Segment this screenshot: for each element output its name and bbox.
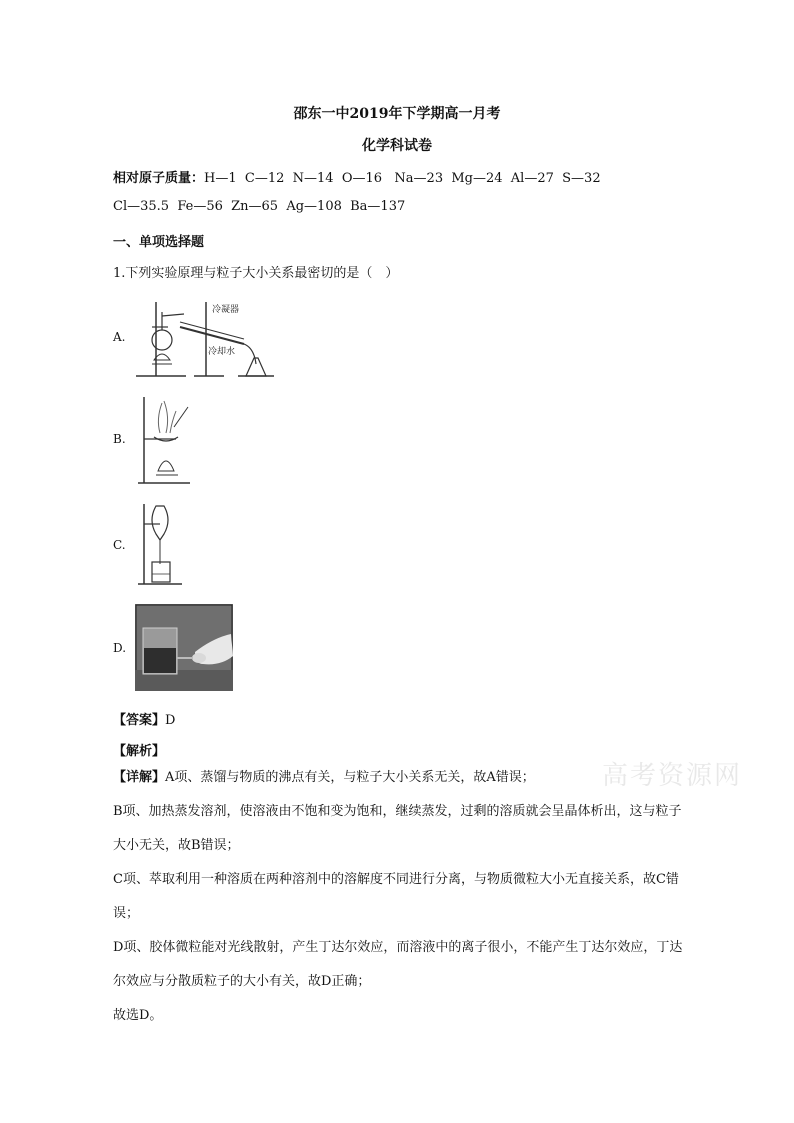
page-subtitle: 化学科试卷 [362,138,432,154]
atomic-masses-line-1 [113,167,601,186]
analysis-body [113,761,693,1033]
atomic-masses-label: 相对原子质量： [113,171,205,186]
tyndall-effect-photo [135,604,233,691]
evaporation-apparatus-figure [136,393,194,488]
analysis-paragraph-c: C项、萃取利用一种溶质在两种溶剂中的溶解度不同进行分离，与物质微粒大小无直接关系，故C错误； [113,872,679,921]
atomic-masses-line-2: Cl—35.5 Fe—56 Zn—65 Ag—108 Ba—137 [113,199,406,214]
cooling-water-label: 冷却水 [208,347,236,357]
watermark: 高考资源网 [602,761,743,791]
analysis-conclusion: 故选D。 [113,1008,163,1023]
page-title: 邵东一中2019年下学期高一月考 [293,106,501,122]
section-heading: 一、单项选择题 [113,235,205,250]
answer-line [113,709,175,728]
distillation-apparatus-figure [134,292,279,380]
option-c-label: C. [113,538,126,552]
option-d-label: D. [113,641,127,655]
analysis-paragraph-d: D项、胶体微粒能对光线散射，产生丁达尔效应，而溶液中的离子很小，不能产生丁达尔效应，丁达尔效应与分散质粒子的大小有关，故D正确； [113,940,683,989]
atomic-masses-values-1: H—1 C—12 N—14 O—16 Na—23 Mg—24 Al—27 S—32 [204,171,601,186]
condenser-label: 冷凝器 [212,305,240,315]
separatory-funnel-figure [136,500,184,588]
analysis-label: 【解析】 [113,744,166,759]
option-a-label: A. [113,330,126,344]
answer-label: 【答案】 [113,713,166,728]
question-stem: 1.下列实验原理与粒子大小关系最密切的是（ ） [113,266,399,281]
detail-label: 【详解】 [113,770,166,785]
option-b-label: B. [113,432,126,446]
analysis-paragraph-b: B项、加热蒸发溶剂，使溶液由不饱和变为饱和，继续蒸发，过剩的溶质就会呈晶体析出，这与粒子大小无关，故B错误； [113,804,682,853]
analysis-text-a: A项、蒸馏与物质的沸点有关，与粒子大小关系无关，故A错误； [165,770,535,785]
answer-value: D [165,713,176,728]
